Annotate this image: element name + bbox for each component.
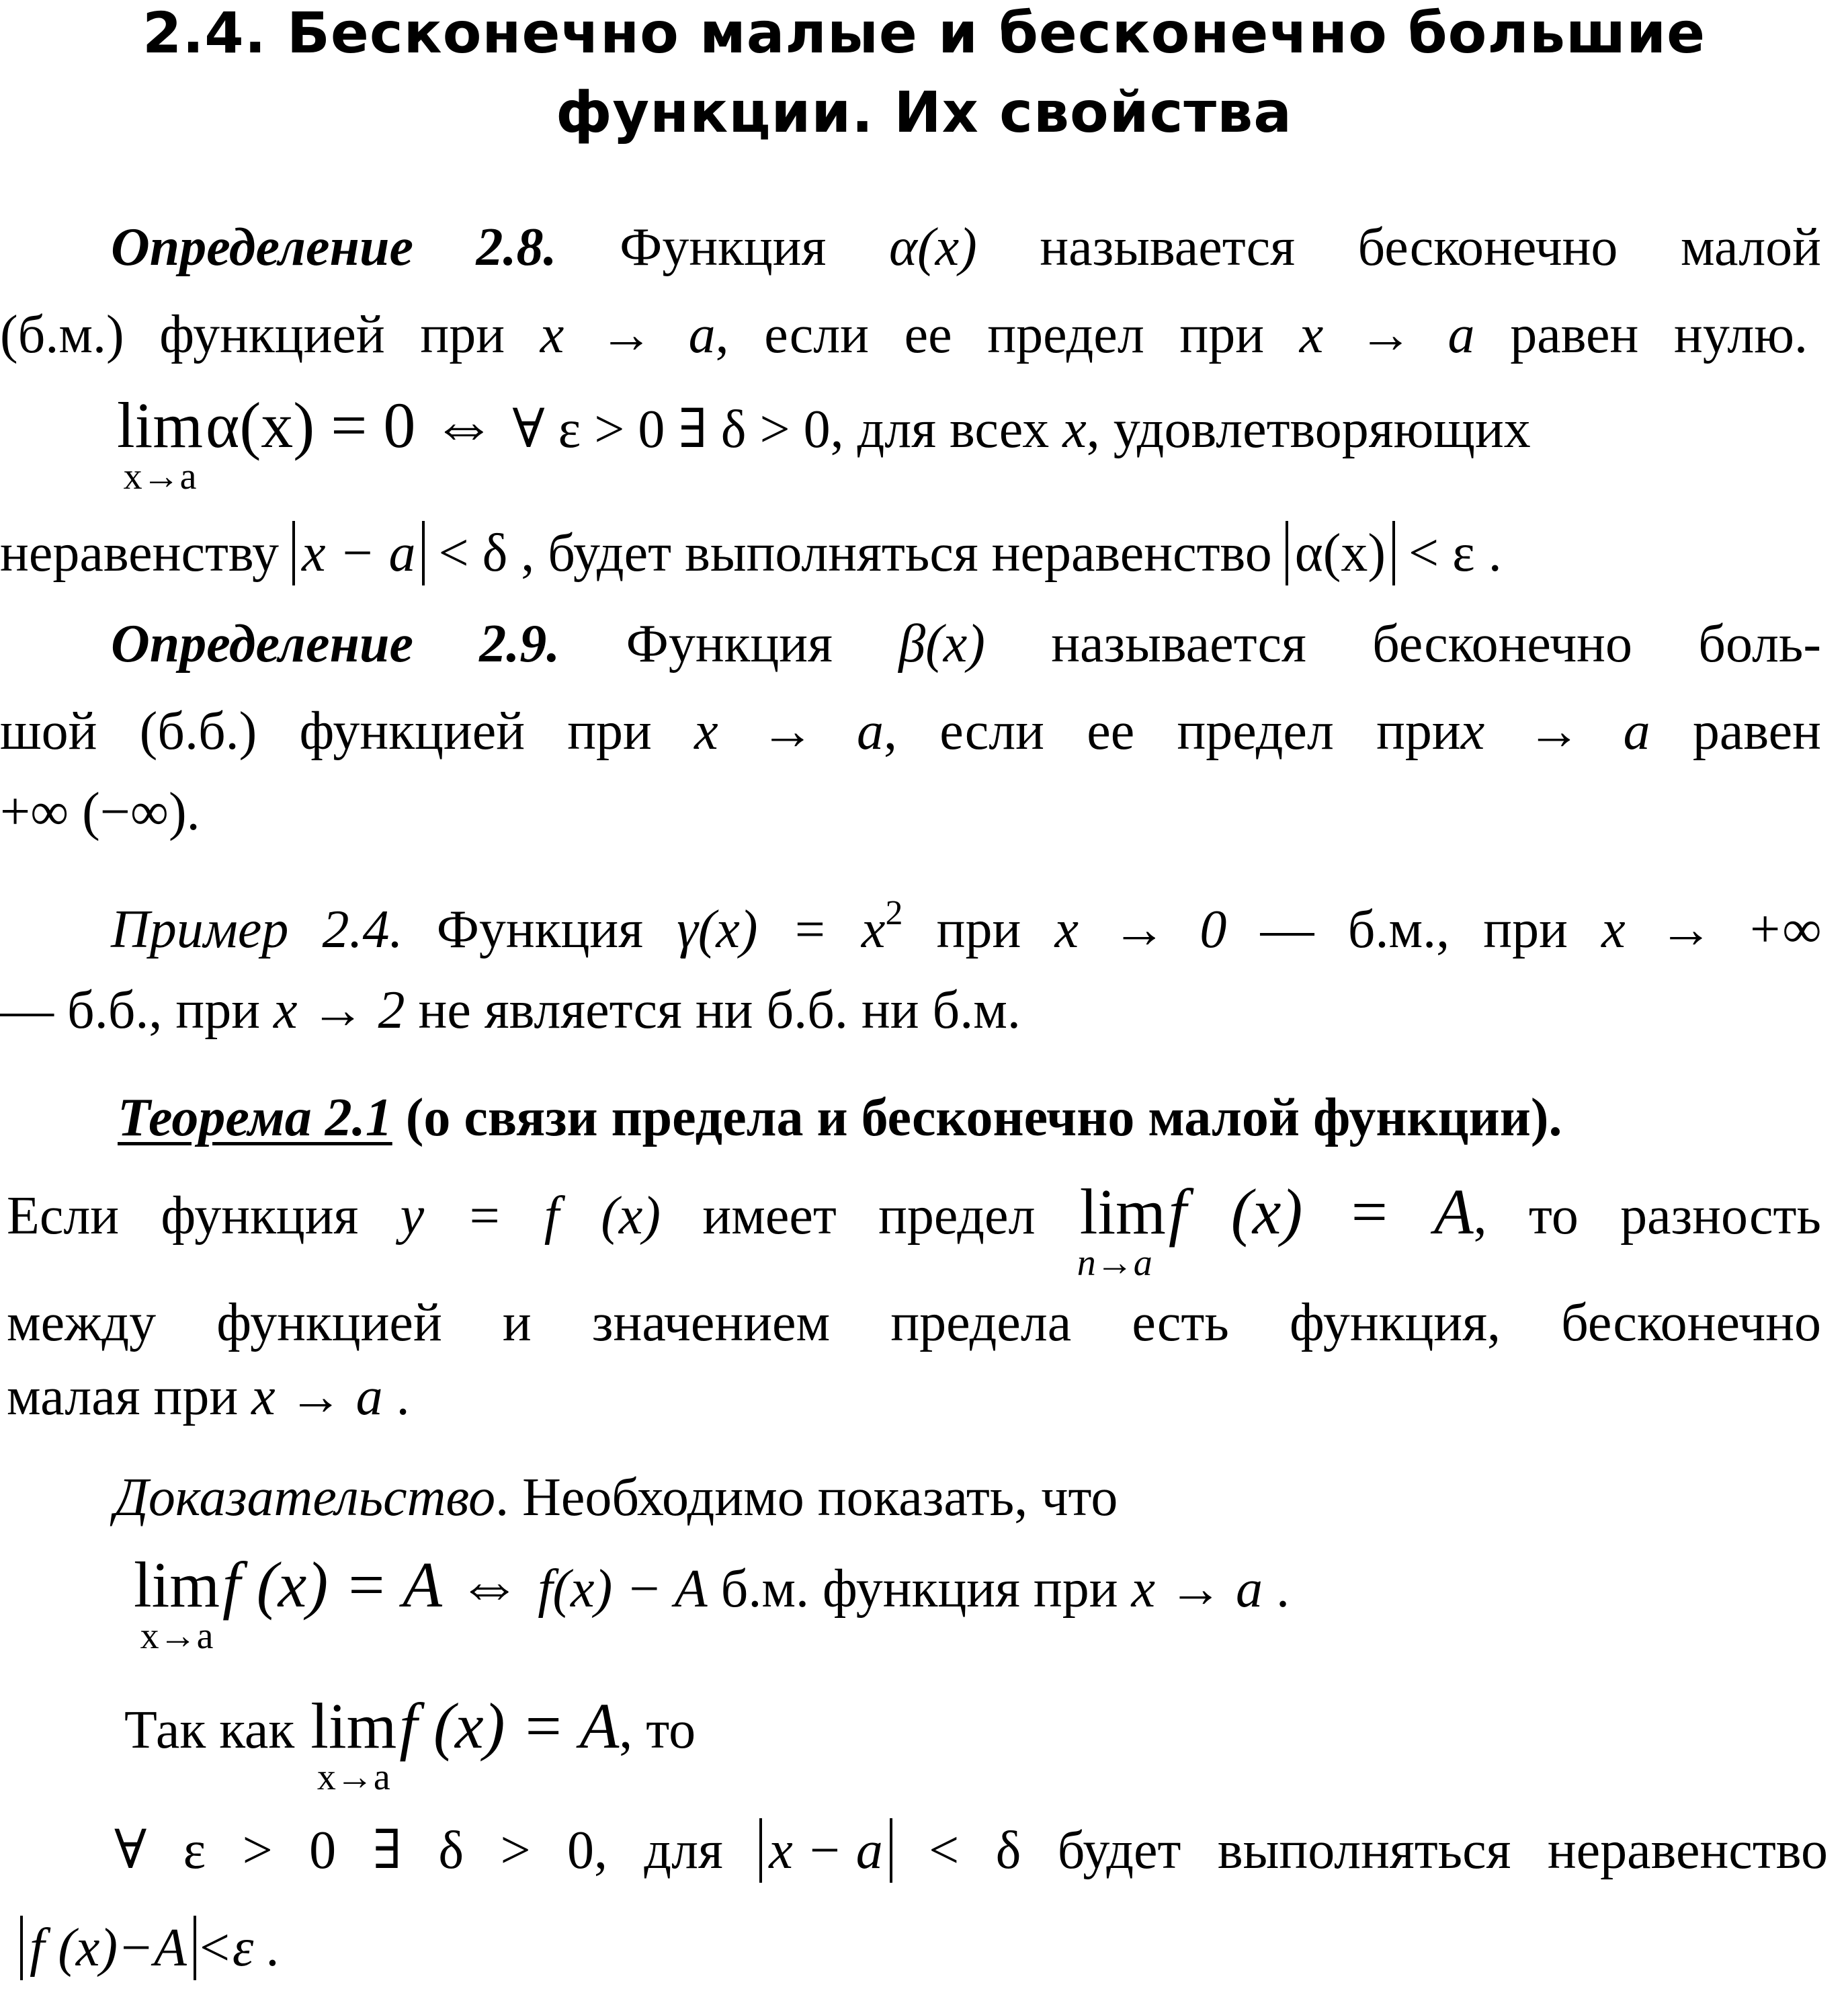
- def28-math: x → a: [1299, 305, 1475, 364]
- example-math: x → 0: [1054, 900, 1227, 959]
- def29-function: β(x): [898, 614, 985, 674]
- def29-text: называется бесконечно боль-: [984, 614, 1821, 674]
- def28-text: называется бесконечно малой: [976, 218, 1821, 277]
- theorem-line-2: между функцией и значением предела есть функция, бесконечно: [7, 1293, 1821, 1352]
- proof-text: < δ будет выполняться неравенство: [892, 1821, 1829, 1880]
- lim-text: lim: [117, 389, 204, 461]
- proof-line-4: [0, 1818, 1828, 1883]
- def28-text: неравенству: [0, 524, 292, 583]
- def28-text: (б.м.) функцией при: [0, 305, 540, 364]
- proof-text: , то: [619, 1701, 696, 1760]
- limit-operator: [1077, 1176, 1169, 1284]
- theorem-label: Теорема 2.1: [118, 1088, 392, 1147]
- theorem-math: x → a: [251, 1367, 383, 1426]
- theorem-text: , то разность: [1473, 1186, 1821, 1246]
- lim-text: lim: [310, 1690, 397, 1762]
- proof-label: Доказательство: [114, 1468, 496, 1527]
- example-math: x → 2: [274, 981, 405, 1040]
- theorem-text: малая при: [7, 1367, 252, 1426]
- def29-math: x → a: [694, 702, 884, 761]
- example-text: при: [902, 900, 1055, 959]
- def29-math: x → a: [1460, 702, 1650, 761]
- proof-text: .: [1263, 1559, 1290, 1619]
- def29-line-2: [0, 699, 1821, 764]
- proof-text: . Необходимо показать, что: [495, 1468, 1118, 1527]
- lim-text: lim: [134, 1549, 220, 1621]
- example-line-1: [0, 894, 1822, 962]
- def28-text: < ε .: [1394, 524, 1502, 583]
- theorem-limit-expr: f (x) = A: [1168, 1176, 1474, 1248]
- example-text: — б.б., при: [0, 981, 274, 1040]
- example-function: γ(x) = x: [677, 900, 886, 959]
- def29-label: Определение 2.9.: [111, 614, 560, 674]
- def28-text: Функция: [620, 218, 889, 277]
- def29-text: , если ее предел при: [884, 702, 1461, 761]
- proof-formula: [0, 1549, 1848, 1657]
- theorem-text: имеет предел: [661, 1186, 1077, 1246]
- proof-limit-expr: f (x) = A: [399, 1690, 620, 1762]
- abs-value: f (x)−A: [20, 1916, 196, 1980]
- def29-line-1: [0, 612, 1821, 676]
- proof-line-5: [0, 1916, 1848, 1980]
- limit-operator: [308, 1690, 399, 1798]
- def28-function: α(x): [888, 218, 977, 277]
- def28-line-4: [0, 521, 1848, 585]
- limit-operator: [114, 389, 206, 497]
- proof-math: <ε .: [196, 1918, 281, 1978]
- lim-subscript: x→a: [317, 1756, 390, 1798]
- example-text: Функция: [403, 900, 677, 959]
- def28-text: , если ее предел при: [715, 305, 1300, 364]
- theorem-text: .: [382, 1367, 410, 1426]
- proof-formula-expr: f (x) = A ⇔: [222, 1549, 538, 1621]
- def28-quantifiers: ∀ ε > 0 ∃ δ > 0: [512, 400, 831, 459]
- def28-line-2: [0, 302, 1808, 367]
- theorem-text: Если функция: [7, 1186, 401, 1246]
- lim-subscript: x→a: [140, 1615, 214, 1657]
- example-line-2: [0, 978, 1848, 1043]
- exponent: 2: [885, 894, 903, 932]
- proof-math: x → a: [1131, 1559, 1263, 1619]
- theorem-title-line: [0, 1086, 1848, 1150]
- proof-text: б.м. функция при: [707, 1559, 1132, 1619]
- def28-text: , для всех: [830, 400, 1063, 459]
- proof-text: ∀ ε > 0 ∃ δ > 0, для: [114, 1821, 760, 1880]
- proof-line-1: [0, 1465, 1848, 1530]
- theorem-line-3: [0, 1365, 1848, 1429]
- def29-text: равен: [1650, 702, 1821, 761]
- limit-operator: [131, 1549, 222, 1657]
- heading-line-1: 2.4. Бесконечно малые и бесконечно большие: [142, 0, 1706, 66]
- def28-math: x: [1062, 400, 1087, 459]
- def28-text: < δ , будет выполняться неравенство: [425, 524, 1286, 583]
- example-math: x → +∞: [1601, 900, 1822, 959]
- abs-value: x − a: [759, 1818, 892, 1883]
- abs-value: x − a: [292, 521, 425, 585]
- abs-value: α(x): [1286, 521, 1395, 585]
- proof-line-3: [0, 1690, 1848, 1798]
- lim-text: lim: [1079, 1176, 1166, 1248]
- def28-formula: [0, 389, 1848, 497]
- lim-subscript: x→a: [123, 456, 197, 497]
- proof-math: f(x) − A: [538, 1559, 708, 1619]
- theorem-function: y = f (x): [400, 1186, 661, 1246]
- section-heading: [0, 0, 1848, 152]
- def29-text: шой (б.б.) функцией при: [0, 702, 695, 761]
- example-text: — б.м., при: [1226, 900, 1602, 959]
- lim-subscript: n→a: [1077, 1242, 1152, 1284]
- example-text: не является ни б.б. ни б.м.: [405, 981, 1021, 1040]
- def28-text: , удовлетворяющих: [1086, 400, 1531, 459]
- example-label: Пример 2.4.: [111, 900, 403, 959]
- theorem-title: (о связи предела и бесконечно малой функции).: [392, 1088, 1562, 1147]
- def28-formula-expr: α(x) = 0 ⇔: [206, 389, 513, 461]
- def28-text: равен нулю.: [1474, 305, 1808, 364]
- def28-line-1: [0, 215, 1821, 280]
- def29-line-3: +∞ (−∞).: [0, 782, 200, 842]
- def28-math: x → a: [540, 305, 716, 364]
- def28-label: Определение 2.8.: [111, 218, 557, 277]
- def29-text: Функция: [626, 614, 899, 674]
- proof-text: Так как: [124, 1701, 308, 1760]
- theorem-line-1: [0, 1176, 1821, 1284]
- heading-line-2: функции. Их свойства: [556, 79, 1292, 145]
